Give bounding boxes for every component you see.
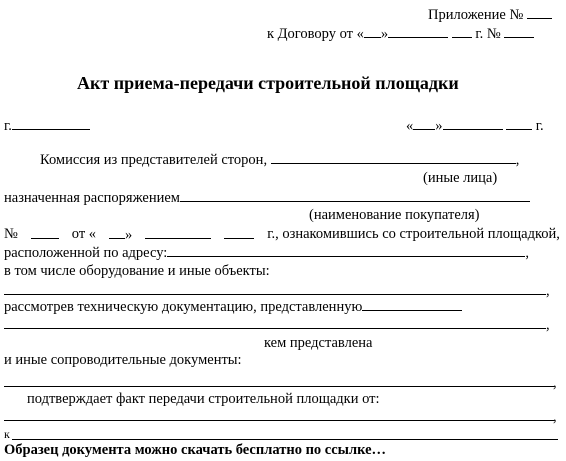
transfer-to-field[interactable]	[12, 439, 558, 440]
order-year-field[interactable]	[224, 227, 254, 239]
download-link[interactable]: Образец документа можно скачать бесплатно по ссылке…	[4, 442, 387, 458]
commission-field[interactable]	[271, 152, 516, 164]
appendix-number-field[interactable]	[527, 7, 552, 19]
documentation-comma: ,	[546, 317, 550, 333]
address-field[interactable]	[167, 245, 525, 257]
appendix-label: Приложение №	[428, 7, 552, 23]
by-whom-caption: кем представлена	[264, 335, 373, 351]
equipment-field[interactable]	[4, 294, 546, 295]
transfer-from-field[interactable]	[4, 420, 554, 421]
equipment-label: в том числе оборудование и иные объекты:	[4, 263, 270, 279]
contract-month-field[interactable]	[388, 26, 448, 38]
date-month-field[interactable]	[443, 118, 503, 130]
date-year-field[interactable]	[506, 118, 532, 130]
document-title: Акт приема-передачи строительной площадки	[77, 73, 459, 93]
date-day-field[interactable]	[413, 118, 435, 130]
equipment-comma: ,	[546, 283, 550, 299]
contract-day-field[interactable]	[364, 26, 381, 38]
other-docs-label: и иные сопроводительные документы:	[4, 352, 242, 368]
date-line: « » г.	[406, 118, 544, 134]
city-field[interactable]	[12, 118, 90, 130]
appointed-line: назначенная распоряжением	[4, 190, 530, 206]
documentation-field[interactable]	[4, 328, 546, 329]
transfer-from-comma: ,	[553, 409, 557, 425]
city-line: г.	[4, 118, 90, 134]
other-persons-caption: (иные лица)	[423, 170, 498, 186]
confirms-label: подтверждает факт передачи строительной площадки от:	[27, 391, 380, 407]
order-number-field[interactable]	[31, 227, 59, 239]
buyer-name-caption: (наименование покупателя)	[309, 207, 480, 223]
contract-reference: к Договору от « » г. №	[267, 26, 534, 42]
commission-line: Комиссия из представителей сторон, ,	[40, 152, 520, 168]
order-day-field[interactable]	[109, 227, 125, 239]
transfer-to-label: к	[4, 427, 10, 441]
other-docs-field[interactable]	[4, 386, 554, 387]
reviewed-field[interactable]	[362, 299, 462, 311]
address-line: расположенной по адресу: ,	[4, 245, 529, 261]
order-line: № от « » г., ознакомившись со строительной площадкой,	[4, 226, 560, 243]
other-docs-comma: ,	[553, 375, 557, 391]
contract-number-field[interactable]	[504, 26, 534, 38]
appointed-field[interactable]	[180, 190, 530, 202]
order-month-field[interactable]	[145, 227, 211, 239]
contract-year-field[interactable]	[452, 26, 472, 38]
reviewed-line: рассмотрев техническую документацию, представленную	[4, 299, 462, 315]
